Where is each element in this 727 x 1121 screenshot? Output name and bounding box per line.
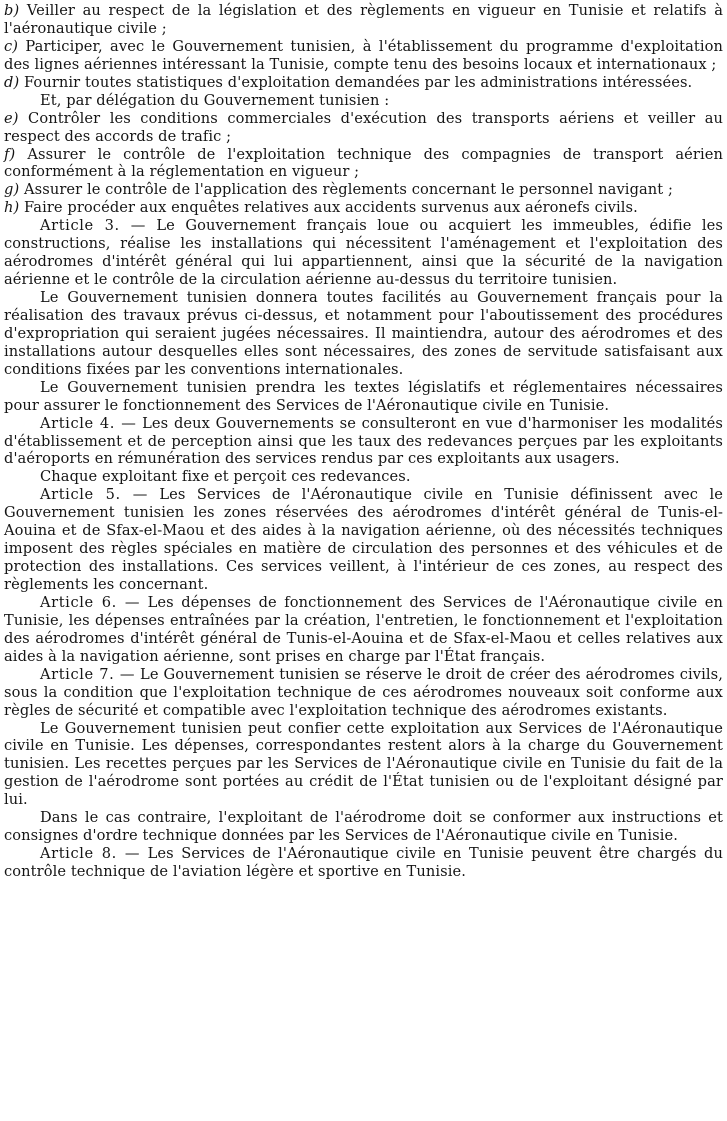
article-text: Les Services de l'Aéronautique civile en Tunisie peuvent être chargés du contrôle technique de l'aviation légère et sportive en Tunisie. (4, 845, 723, 880)
item-label: h) (4, 199, 20, 217)
item-label: b) (4, 2, 20, 19)
item-label: d) (4, 73, 20, 91)
article-4 (4, 415, 723, 469)
article-heading: Article 6. — (40, 593, 141, 611)
article-3 (4, 217, 723, 289)
item-e (4, 110, 723, 146)
paragraph-text: Le Gouvernement tunisien prendra les textes législatifs et réglementaires nécessaires pour assurer le fonctionnement des Services de l'Aéronautique civile en Tunisie. (4, 378, 723, 414)
article-heading: Article 8. — (40, 845, 141, 863)
article-6 (4, 594, 723, 666)
paragraph-text: Et, par délégation du Gouvernement tunisien : (40, 91, 390, 109)
article-4-paragraph-2 (4, 468, 723, 486)
article-heading: Article 3. — (40, 217, 146, 235)
item-h (4, 199, 723, 217)
item-d (4, 74, 723, 92)
item-text: Veiller au respect de la législation et des règlements en vigueur en Tunisie et relatifs à l'aéronautique civile ; (4, 2, 723, 37)
article-7 (4, 666, 723, 720)
paragraph-text: Le Gouvernement tunisien donnera toutes facilités au Gouvernement français pour la réalisation des travaux prévus ci-dessus, et notamment pour l'aboutissement des procédures d'expropriation qui seraient jugées nécessaires. Il maintiendra, autour des aérodromes et des installations autour desquelles elles sont nécessaires, des zones de servitude satisfaisant aux conditions fixées par les conventions internationales. (4, 289, 723, 378)
item-label: f) (4, 145, 16, 163)
article-text: Le Gouvernement français loue ou acquiert les immeubles, édifie les constructions, réalise les installations qui nécessitent l'aménagement et l'exploitation des aérodromes d'intérêt général qui lui appartiennent, ainsi que la sécurité de la navigation aérienne et le contrôle de la circulation aérienne au-dessus du territoire tunisien. (4, 217, 723, 289)
article-3-paragraph-2 (4, 289, 723, 379)
item-text: Contrôler les conditions commerciales d'exécution des transports aériens et veiller au respect des accords de trafic ; (4, 109, 723, 145)
item-f (4, 146, 723, 182)
article-5 (4, 486, 723, 594)
delegation-paragraph (4, 92, 723, 110)
item-text: Assurer le contrôle de l'exploitation technique des compagnies de transport aérien conformément à la réglementation en vigueur ; (4, 145, 723, 181)
article-text: Le Gouvernement tunisien se réserve le droit de créer des aérodromes civils, sous la condition que l'exploitation technique de ces aérodromes nouveaux soit conforme aux règles de sécurité et compatible avec l'exploitation technique des aérodromes existants. (4, 665, 723, 719)
article-7-paragraph-3 (4, 809, 723, 845)
item-g (4, 181, 723, 199)
item-b (4, 2, 723, 38)
article-8 (4, 845, 723, 881)
article-text: Les deux Gouvernements se consulteront en vue d'harmoniser les modalités d'établissement et de perception ainsi que les taux des redevances perçues par les exploitants d'aéroports en rémunération des services rendus par ces exploitants aux usagers. (4, 414, 723, 468)
article-text: Les dépenses de fonctionnement des Services de l'Aéronautique civile en Tunisie, les dépenses entraînées par la création, l'entretien, le fonctionnement et l'exploitation des aérodromes d'intérêt général de Tunis-el-Aouina et de Sfax-el-Maou et celles relatives aux aides à la navigation aérienne, sont prises en charge par l'État français. (4, 593, 723, 665)
paragraph-text: Dans le cas contraire, l'exploitant de l'aérodrome doit se conformer aux instructions et consignes d'ordre technique données par les Services de l'Aéronautique civile en Tunisie. (4, 809, 723, 845)
item-text: Assurer le contrôle de l'application des règlements concernant le personnel navigant ; (24, 181, 674, 199)
article-heading: Article 5. — (40, 486, 148, 504)
item-label: e) (4, 109, 19, 127)
item-label: g) (4, 181, 20, 199)
paragraph-text: Chaque exploitant fixe et perçoit ces redevances. (40, 468, 411, 486)
item-text: Fournir toutes statistiques d'exploitation demandées par les administrations intéressées. (24, 73, 693, 91)
article-heading: Article 7. — (40, 665, 136, 683)
article-text: Les Services de l'Aéronautique civile en Tunisie définissent avec le Gouvernement tunisien les zones réservées des aérodromes d'intérêt général de Tunis-el-Aouina et de Sfax-el-Maou et des aides à la navigation aérienne, où des nécessités techniques imposent des règles spéciales en matière de circulation des personnes et des véhicules et de protection des installations. Ces services veillent, à l'intérieur de ces zones, au respect des règlements les concernant. (4, 486, 723, 593)
paragraph-text: Le Gouvernement tunisien peut confier cette exploitation aux Services de l'Aéronautique civile en Tunisie. Les dépenses, correspondantes restent alors à la charge du Gouvernement tunisien. Les recettes perçues par les Services de l'Aéronautique civile en Tunisie du fait de la gestion de l'aérodrome sont portées au crédit de l'État tunisien ou de l'exploitant désigné par lui. (4, 719, 723, 809)
item-text: Participer, avec le Gouvernement tunisien, à l'établissement du programme d'exploitation des lignes aériennes intéressant la Tunisie, compte tenu des besoins locaux et internationaux ; (4, 37, 723, 73)
item-label: c) (4, 37, 19, 55)
article-heading: Article 4. — (40, 414, 137, 432)
article-3-paragraph-3 (4, 379, 723, 415)
item-text: Faire procéder aux enquêtes relatives aux accidents survenus aux aéronefs civils. (24, 199, 638, 217)
article-7-paragraph-2 (4, 720, 723, 810)
item-c (4, 38, 723, 74)
